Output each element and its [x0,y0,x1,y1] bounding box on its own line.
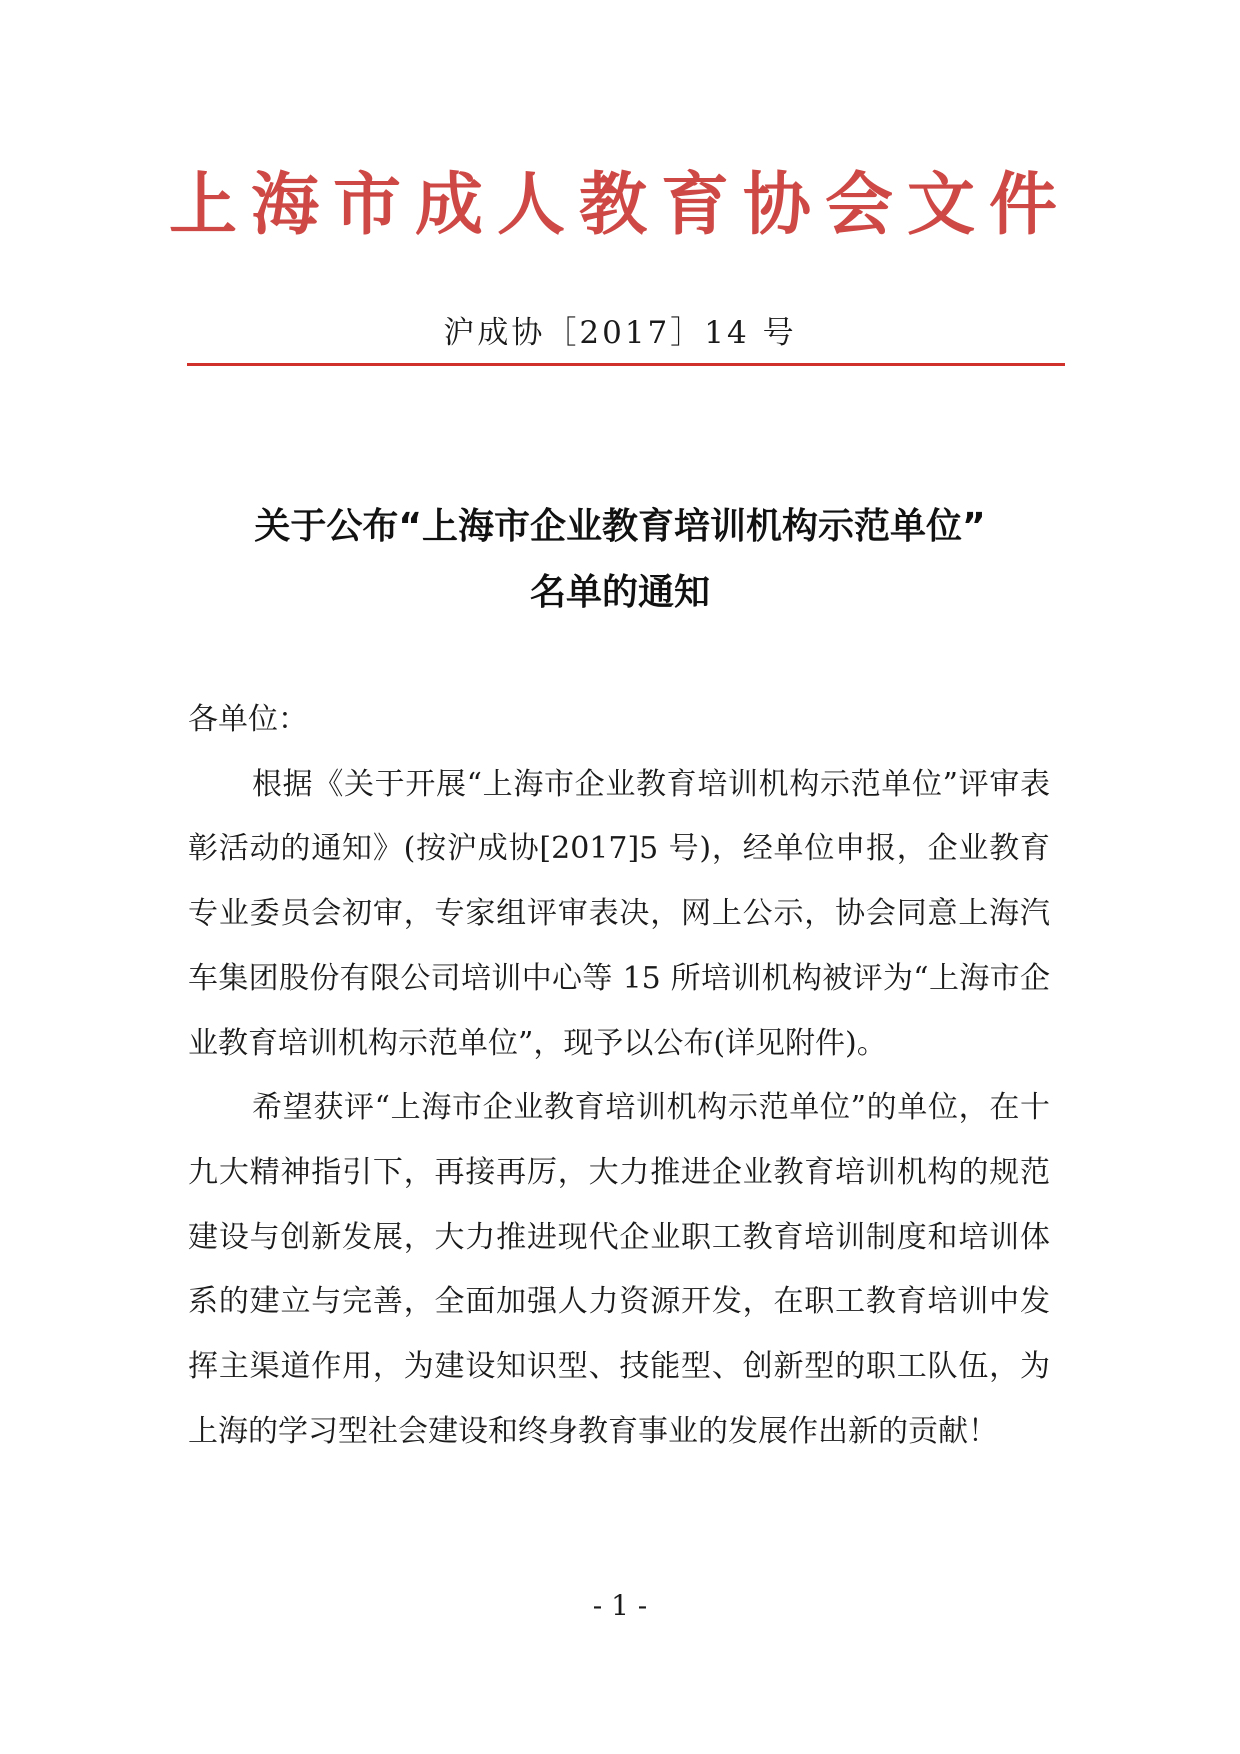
body-paragraph-1: 根据《关于开展“上海市企业教育培训机构示范单位”评审表彰活动的通知》(按沪成协[2017]5 号)，经单位申报，企业教育专业委员会初审，专家组评审表决，网上公示，协会同意上海汽车集团股份有限公司培训中心等 15 所培训机构被评为“上海市企业教育培训机构示范单位”，现予以公布(详见附件)。 [188,766,1050,1061]
notice-title-line-1: 关于公布“上海市企业教育培训机构示范单位” [254,506,986,547]
notice-body [188,688,1050,1464]
document-number: 沪成协［2017］14 号 [443,315,797,351]
salutation: 各单位： [188,702,308,737]
page-number: - 1 - [592,1589,648,1622]
body-paragraph-2: 希望获评“上海市企业教育培训机构示范单位”的单位，在十九大精神指引下，再接再厉，大力推进企业教育培训机构的规范建设与创新发展，大力推进现代企业职工教育培训制度和培训体系的建立与完善，全面加强人力资源开发，在职工教育培训中发挥主渠道作用，为建设知识型、技能型、创新型的职工队伍，为上海的学习型社会建设和终身教育事业的发展作出新的贡献！ [188,1090,1050,1449]
notice-title-line-2: 名单的通知 [529,572,710,613]
header-divider [187,363,1065,366]
notice-title [0,494,1240,626]
document-header-title: 上海市成人教育协会文件 [168,165,1071,245]
